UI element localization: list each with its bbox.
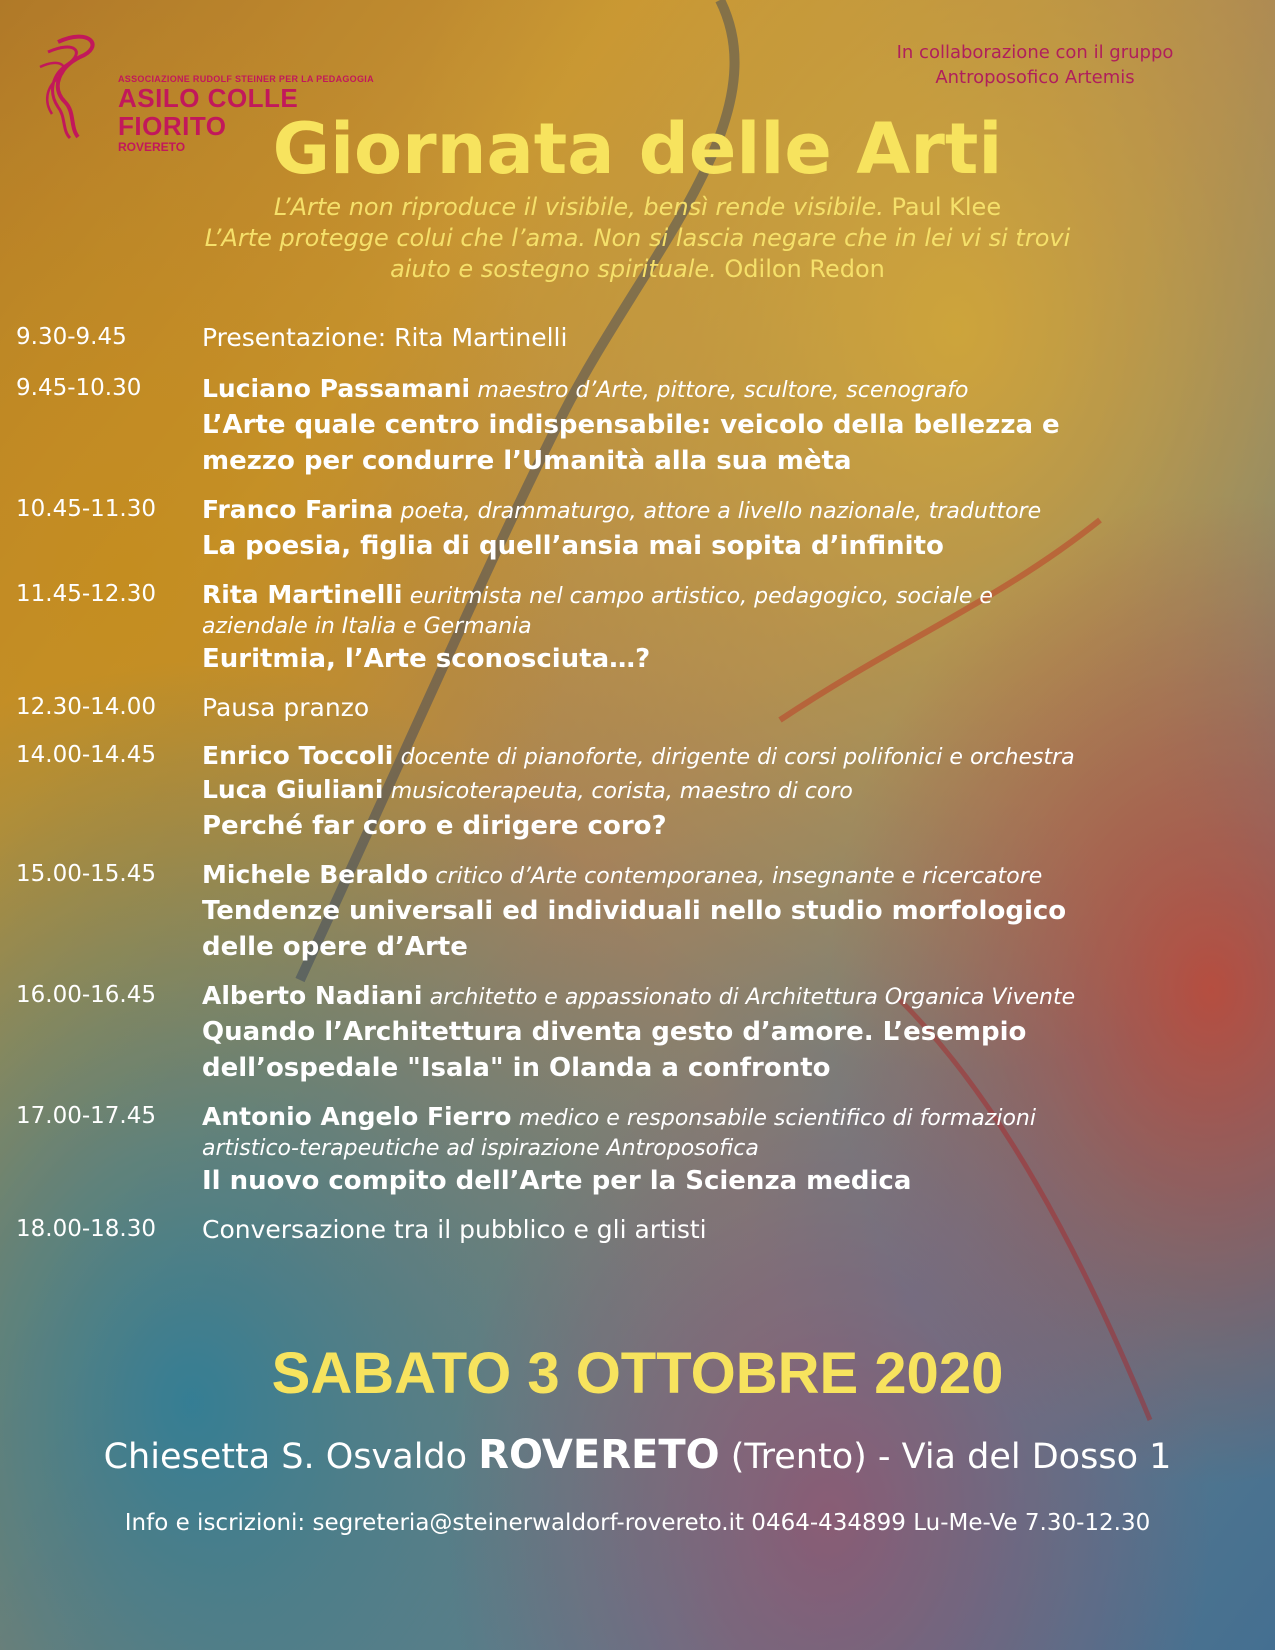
- program-item: 18.00-18.30 Conversazione tra il pubblico e gli artisti: [16, 1214, 1266, 1247]
- program-item: [16, 373, 1266, 479]
- program-item: [16, 740, 1266, 844]
- speaker-role: artistico-terapeutiche ad ispirazione Antroposofica: [202, 1136, 759, 1161]
- event-venue: Chiesetta S. Osvaldo ROVERETO (Trento) - Via del Dosso 1: [103, 1432, 1172, 1478]
- program-time: 12.30-14.00: [16, 694, 156, 720]
- speaker-name: Michele Beraldo: [202, 860, 429, 889]
- speaker-role: euritmista nel campo artistico, pedagogico, sociale e: [409, 584, 993, 609]
- program-time: 9.45-10.30: [16, 375, 142, 401]
- program-time: 17.00-17.45: [16, 1103, 156, 1129]
- talk-topic: La poesia, figlia di quell’ansia mai sopita d’infinito: [202, 531, 944, 561]
- logo-association-text: ASSOCIAZIONE RUDOLF STEINER PER LA PEDAGOGIA: [118, 74, 374, 84]
- logo-city: ROVERETO: [118, 140, 186, 154]
- page-title: Giornata delle Arti: [272, 108, 1003, 190]
- program-item: [16, 579, 1266, 677]
- contact-info: Info e iscrizioni: segreteria@steinerwaldorf-rovereto.it 0464-434899 Lu-Me-Ve 7.30-12.30: [124, 1510, 1151, 1536]
- program-item: [16, 980, 1266, 1086]
- speaker-name: Alberto Nadiani: [202, 981, 423, 1010]
- talk-topic: mezzo per condurre l’Umanità alla sua mèta: [202, 446, 852, 476]
- collaboration-note: In collaborazione con il gruppo Antroposofico Artemis: [896, 42, 1174, 88]
- talk-topic: Quando l’Architettura diventa gesto d’amore. L’esempio: [202, 1017, 1027, 1047]
- program-time: 10.45-11.30: [16, 496, 156, 522]
- logo-name: ASILO COLLE FIORITO: [118, 83, 299, 141]
- program-time: 18.00-18.30: [16, 1216, 156, 1242]
- talk-topic: L’Arte quale centro indispensabile: veicolo della bellezza e: [202, 410, 1060, 440]
- program-item: [16, 1101, 1266, 1199]
- speaker-role: aziendale in Italia e Germania: [202, 614, 532, 639]
- speaker-role: poeta, drammaturgo, attore a livello nazionale, traduttore: [400, 499, 1042, 524]
- talk-topic: dell’ospedale "Isala" in Olanda a confronto: [202, 1053, 831, 1083]
- talk-topic: Euritmia, l’Arte sconosciuta…?: [202, 644, 651, 674]
- program-time: 9.30-9.45: [16, 324, 127, 350]
- program-time: 16.00-16.45: [16, 982, 156, 1008]
- talk-topic: Tendenze universali ed individuali nello studio morfologico: [202, 896, 1067, 926]
- talk-topic: Perché far coro e dirigere coro?: [202, 811, 667, 841]
- program-time: 14.00-14.45: [16, 742, 156, 768]
- speaker-role: musicoterapeuta, corista, maestro di coro: [390, 779, 853, 804]
- speaker-role: maestro d’Arte, pittore, scultore, scenografo: [477, 378, 969, 403]
- quotes: L’Arte non riproduce il visibile, bensì rende visibile. Paul Klee L’Arte protegge colui che l’ama. Non si lascia negare che in lei vi si trovi aiuto e sostegno spirituale. Odilon Redon: [204, 193, 1071, 283]
- program-time: 11.45-12.30: [16, 581, 156, 607]
- program-time: 15.00-15.45: [16, 861, 156, 887]
- speaker-role: docente di pianoforte, dirigente di corsi polifonici e orchestra: [400, 745, 1075, 770]
- speaker-role: medico e responsabile scientifico di formazioni: [518, 1106, 1036, 1131]
- talk-topic: Il nuovo compito dell’Arte per la Scienza medica: [202, 1166, 912, 1196]
- program-item: 12.30-14.00 Pausa pranzo: [16, 692, 1266, 725]
- talk-topic: delle opere d’Arte: [202, 932, 468, 962]
- program-list: [16, 322, 1266, 1262]
- speaker-role: architetto e appassionato di Architettura Organica Vivente: [429, 985, 1076, 1010]
- program-item: [16, 859, 1266, 965]
- speaker-name: Luca Giuliani: [202, 775, 384, 804]
- speaker-role: critico d’Arte contemporanea, insegnante e ricercatore: [435, 864, 1043, 889]
- program-item: [16, 494, 1266, 564]
- program-item: 9.30-9.45 Presentazione: Rita Martinelli: [16, 322, 1266, 355]
- speaker-name: Enrico Toccoli: [202, 741, 394, 770]
- speaker-name: Luciano Passamani: [202, 374, 471, 403]
- event-date: SABATO 3 OTTOBRE 2020: [271, 1341, 1004, 1406]
- speaker-name: Franco Farina: [202, 495, 394, 524]
- speaker-name: Rita Martinelli: [202, 580, 403, 609]
- speaker-name: Antonio Angelo Fierro: [202, 1102, 512, 1131]
